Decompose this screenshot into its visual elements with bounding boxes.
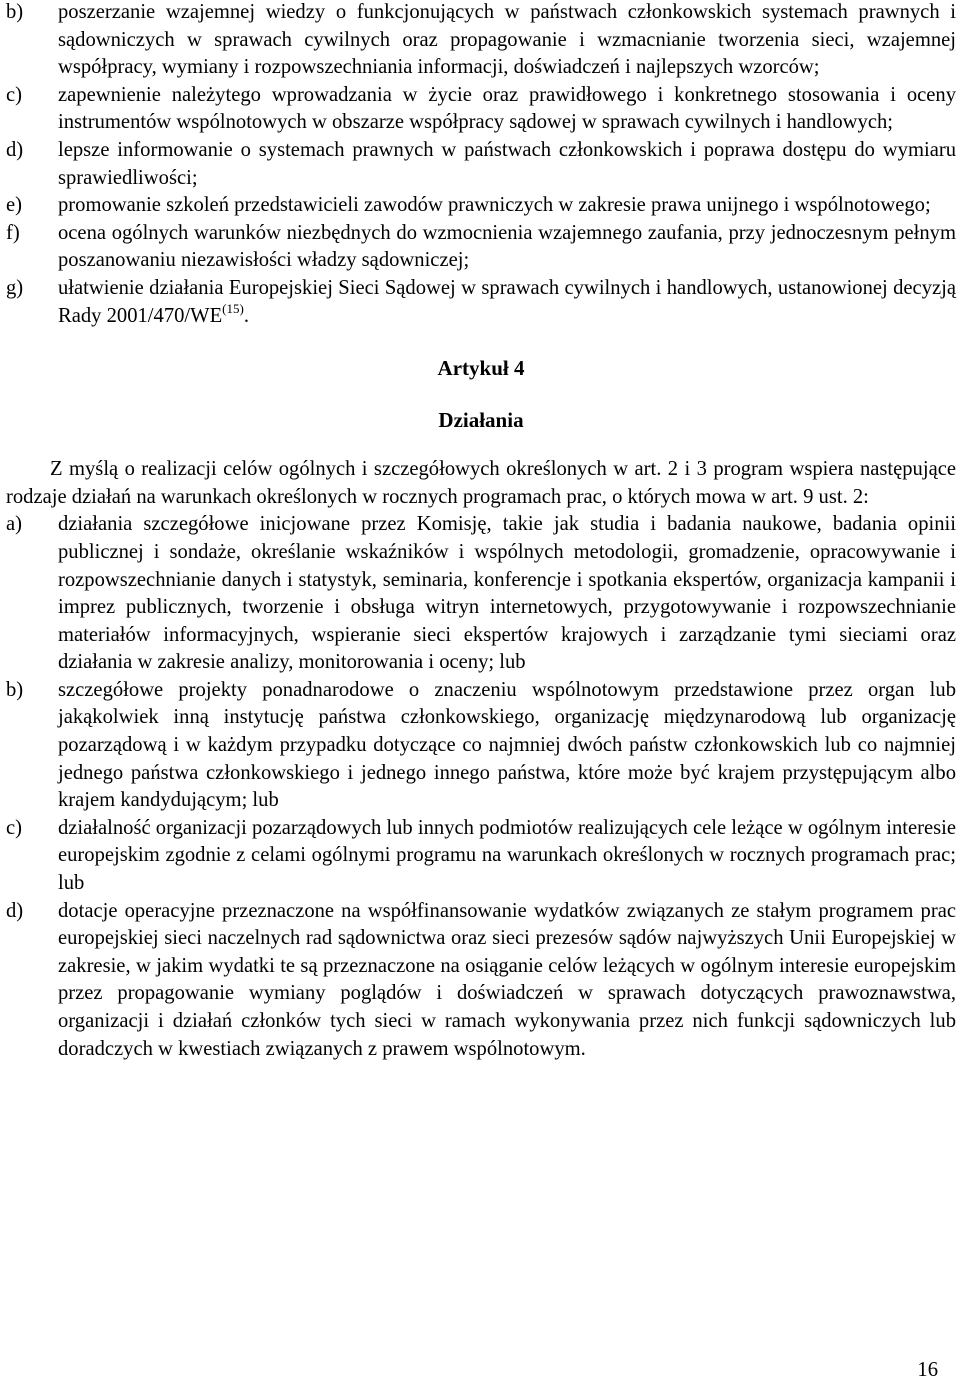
list-item-text: lepsze informowanie o systemach prawnych w państwach członkowskich i poprawa dostępu do wymiaru sprawiedliwości; (58, 138, 956, 189)
list-marker: f) (6, 221, 20, 244)
list-marker: g) (6, 276, 24, 299)
list-marker: c) (6, 83, 22, 106)
list-marker: e) (6, 194, 22, 217)
objectives-list-continued (6, 0, 956, 330)
page-number: 16 (917, 1359, 938, 1381)
list-item (6, 137, 956, 192)
list-item (6, 0, 956, 82)
list-item-text: poszerzanie wzajemnej wiedzy o funkcjonujących w państwach członkowskich systemach prawnych i sądowniczych w sprawach cywilnych oraz propagowanie i wzmacnianie tworzenia sieci, wzajemnej współpracy, wymiany i rozpowszechniania informacji, doświadczeń i najlepszych wzorców; (58, 1, 956, 79)
list-marker: a) (6, 513, 22, 536)
intro-paragraph: Z myślą o realizacji celów ogólnych i szczegółowych określonych w art. 2 i 3 program wspiera następujące rodzaje działań na warunkach określonych w rocznych programach prac, o których mowa w art. 9 ust. 2: (6, 458, 956, 508)
list-item-text: działania szczegółowe inicjowane przez Komisję, takie jak studia i badania naukowe, badania opinii publicznej i sondaże, określanie wskaźników i wspólnych metodologii, gromadzenie, opracowywanie i rozpowszechnianie danych i statystyk, seminaria, konferencje i spotkania ekspertów, organizacja kampanii i imprez publicznych, tworzenie i obsługa witryn internetowych, przygotowywanie i rozpowszechnianie materiałów informacyjnych, wspieranie sieci ekspertów krajowych i zarządzanie tymi sieciami oraz działania w zakresie analizy, monitorowania i oceny; lub (58, 513, 956, 674)
list-item-body: ułatwienie działania Europejskiej Sieci Sądowej w sprawach cywilnych i handlowych, ustanowionej decyzją Rady 2001/470/WE (58, 276, 956, 327)
list-marker: d) (6, 138, 24, 161)
list-item-text: działalność organizacji pozarządowych lub innych podmiotów realizujących cele leżące w ogólnym interesie europejskim zgodnie z celami ogólnymi programu na warunkach określonych w rocznych programach prac; lub (58, 816, 956, 895)
document-page (6, 0, 956, 1063)
list-item-text: dotacje operacyjne przeznaczone na współfinansowanie wydatków związanych ze stałym programem prac europejskiej sieci naczelnych rad sądownictwa oraz sieci prezesów sądów najwyższych Unii Europejskiej w zakresie, w jakim wydatki te są przeznaczone na osiąganie celów leżących w ogólnym interesie europejskim przez propagowanie wymiany poglądów i doświadczeń w sprawach dotyczących prawoznawstwa, organizacji i działań członków tych sieci w ramach wykonywania przez nich funkcji sądowniczych lub doradczych w kwestiach związanych z prawem wspólnotowym. (58, 899, 956, 1060)
list-item-text (58, 275, 956, 330)
article-heading: Artykuł 4 (437, 356, 525, 381)
footnote-reference: (15) (222, 300, 244, 316)
list-marker: c) (6, 816, 22, 839)
list-item-terminator: . (243, 304, 249, 327)
list-item-text: ocena ogólnych warunków niezbędnych do wzmocnienia wzajemnego zaufania, przy jednoczesnym pełnym poszanowaniu niezawisłości władzy sądowniczej; (58, 221, 956, 272)
list-item (6, 815, 956, 898)
actions-list (6, 511, 956, 1063)
list-item (6, 677, 956, 815)
list-item-text: zapewnienie należytego wprowadzania w życie oraz prawidłowego i konkretnego stosowania i oceny instrumentów wspólnotowych w obszarze współpracy sądowej w sprawach cywilnych i handlowych; (58, 83, 956, 134)
list-item (6, 898, 956, 1064)
list-item (6, 220, 956, 275)
list-marker: b) (6, 1, 24, 23)
article-subheading: Działania (438, 408, 524, 433)
list-item-text: promowanie szkoleń przedstawicieli zawodów prawniczych w zakresie prawa unijnego i wspólnotowego; (58, 194, 931, 217)
list-marker: b) (6, 678, 24, 701)
list-item-text: szczegółowe projekty ponadnarodowe o znaczeniu wspólnotowym przedstawione przez organ lub jakąkolwiek inną instytucję państwa członkowskiego, organizację międzynarodową lub organizację pozarządową i w każdym przypadku dotyczące co najmniej dwóch państw członkowskich lub co najmniej jednego państwa członkowskiego i jednego innego państwa, które może być krajem przystępującym albo krajem kandydującym; lub (58, 678, 956, 812)
list-item (6, 192, 956, 220)
list-item (6, 275, 956, 330)
list-item (6, 82, 956, 137)
list-marker: d) (6, 899, 24, 922)
list-item (6, 511, 956, 677)
